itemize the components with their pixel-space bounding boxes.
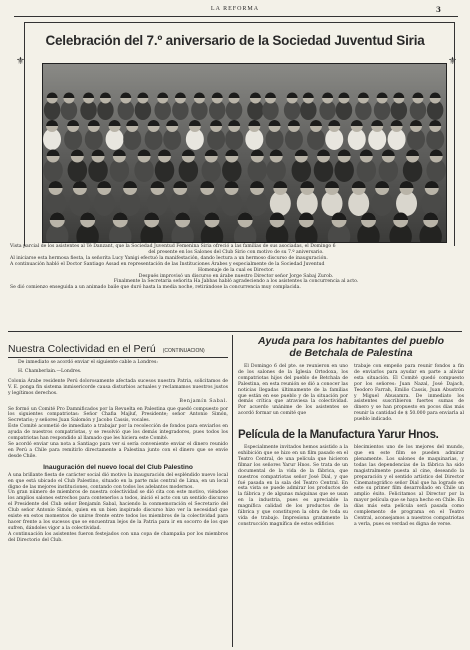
page-number: 3 xyxy=(436,5,441,14)
section-header xyxy=(8,337,228,358)
film-heading: Película de la Manufactura Yarur Hnos. xyxy=(238,429,439,442)
frame-top-rule xyxy=(24,22,454,23)
sub-heading: Inauguración del nuevo local del Club Palestino xyxy=(43,463,193,471)
aid-text xyxy=(238,364,464,423)
paragraph: blecimientos uno de los mejores del mundo, que en este film se pueden admirar plenamente. Los salones de maquinarias, y todas las dependencias de la fábrica ha sido magistralmente puesta al cine, deseando la preparación y el sentido artístico del Director Cinematográfico señor Dial que ha logrado en este su primer film desarrollado en Chile un amplio éxito. Felicitamos al Director por la mayor película que se haya hecho en Chile. En días más esta película será pasada como complemento de programa en el Teatro Central, aconsejamos a nuestros compatriotas a verla, pues es verdad es digna de verse. xyxy=(354,445,464,527)
main-title: Celebración del 7.º aniversario de la Sociedad Juventud Siria xyxy=(45,33,425,48)
film-text xyxy=(238,445,464,528)
caption-line: del presente en los Salones del Club Sirio con motivo de su 7.º aniversario. xyxy=(148,249,324,255)
column-divider xyxy=(232,335,233,647)
paragraph: A continuación los asistentes fueron festejados con una copa de champaña por los miembros del Directorio del Club. xyxy=(8,531,228,543)
left-column xyxy=(8,337,228,544)
group-photo xyxy=(42,63,447,243)
caption-line: A continuación habló el Doctor Santiago Assad en representación de las Instituciones Árabes y especialmente de la Sociedad Juventud xyxy=(10,261,325,267)
section-tag: (CONTINUACION) xyxy=(162,348,205,354)
section-title: Nuestra Colectividad en el Perú xyxy=(8,343,156,355)
right-column xyxy=(238,335,464,528)
paragraph: trabaje con empeño para reunir fondos a fin de enviarlos para ayudar en parte a aliviar esta situación. El Comité quedó compuesto por los señores: Juan Nazal, José Dajach, Teodoro Farrah, Emilio Cassis, Juan Abustrón y Miguel Abusamra. De inmediato los asistentes suscribieron fuertes sumas de dinero y se han propuesto en pocos días más reunir la cantidad de $ 50.000 para enviarla al pueblo indicado. xyxy=(354,364,464,423)
caption-line: Después improvisó un discurso en árabe nuestro Director señor Jorge Sabaj Zurob. xyxy=(138,273,334,279)
paragraph: El Domingo 6 del pte. se reunieron en uno de los salones de la Iglesia Ortodoxa, los compatriotas hijos del pueblo de Betchala de Palestina, en esta reunión se dió a conocer las noticias llegadas últimamente de la familias que están en ese pueblo y de la situación por demás crítica que atraviesa la colectividad. Por acuerdo unánime de los asistentes se acordó formar un comité que xyxy=(238,364,348,417)
caption-line: Homenaje de la cual es Director. xyxy=(197,267,275,273)
caption-line: Vista parcial de los asistentes al Té Danzant, que la Sociedad Juventud Femenina Siria ofreció a las familias de sus asociadas, el Domingo 6 xyxy=(10,244,336,249)
top-rule xyxy=(14,16,458,17)
paragraph: Un gran número de miembros de nuestra colectividad se dió cita con este motivo, viéndose los amplios salones estrechos para contenerlos a todos, inició el acto con un sentido discurso el Presidente del Club señor Benjamín Sabal, haciendo la conmemoración el Secretario del Club señor Antonio Simón, quien en un bien inspirado discurso hizo ver la necesidad que existe en estos momentos de unirse frente entre todos los miembros de la colectividad para hacer frente a los sucesos que se encuentran lejos de la Patria para ir en socorro de los que sufren, dándoles vigor a la colectividad. xyxy=(8,490,228,531)
caption-line: Se dió comienzo enseguida a un animado baile que duró hasta la media noche, retirándose la concurrencia muy complacida. xyxy=(10,285,301,291)
paragraph: Se formó un Comité Pro Damnificados por la Revuelta en Palestina que quedó compuesto por los siguientes compatriotas: Señor Chafia Majluf, Presidente; señor Antonio Simón, Secretario; y señores Juan Salomón y Jacobo Cassis, vocales. xyxy=(8,406,228,424)
aid-heading-line: Ayuda para los habitantes del pueblo xyxy=(257,335,445,347)
intro-line: De inmediato se acordó enviar el siguiente cable a Londres: xyxy=(18,360,158,365)
paragraph: Especialmente invitados hemos asistido a la exhibición que se hizo en un film pasado en el Teatro Central, de una película que hicieron filmar los señores Yarur Hnos. Se trata de un documental de la vida de la fábrica, que nuestros compatriotas señor José Dial, y que fué pasada en la sala del Teatro Central. En esta vista se puede admirar los productos de la fábrica y de algunas máquinas que se usan en la industria, pues es apreciable la magnífica calidad de los productos de la fábrica y que constituyen la obra de toda su vida de trabajo. Impresiona gratamente la construcción magnífica de estos edificios xyxy=(238,445,348,527)
paragraph: Se acordó enviar una nota a Santiago para ver si sería conveniente enviar el dinero reunido en Perú a Chile para remitirlo directamente a Palestina junto con el dinero que se envíe desde Chile. xyxy=(8,441,228,459)
newspaper-name: LA REFORMA xyxy=(210,6,260,12)
aid-heading xyxy=(238,335,464,359)
caption-line: Finalmente la Secretaria señorita Ha Jabbas habló agradeciendo a los asistentes la concurrencia al acto. xyxy=(113,279,359,285)
group-photo-image xyxy=(43,64,446,242)
photo-caption xyxy=(10,244,462,291)
paragraph: Este Comité acometió de inmediato a trabajar por la recolección de fondos para enviarlos en ayuda de nuestros compatriotas, y se resolvió que los demás integradores, pues todos los compatriotas han respondido al llamado que les hiciera este Comité. xyxy=(8,424,228,442)
caption-line: Al iniciarse esta hermosa fiesta, la señorita Lucy Yanigi efectuó la manifestación, dando lectura a un hermoso discurso de inauguración. xyxy=(10,255,328,261)
aid-heading-line: de Betchala de Palestina xyxy=(289,347,413,359)
paragraph: A una brillante fiesta de carácter social dió motivo la inauguración del espléndido nuevo local en que está ubicado el Club Palestino, situado en la parte más central de Lima, en un local digno de las mejores instituciones, contando con todos los adelantos modernos. xyxy=(8,472,228,490)
intro-line: H. Chamberlain.—Londres. xyxy=(18,368,82,374)
section-rule xyxy=(8,331,462,332)
signature: Benjamín Sabal. xyxy=(179,398,228,404)
paragraph: Colonia Árabe residente Perú dolorosamente afectada sucesos nuestra Patria, solicitamos de V. E. ponga fin sistema inmisericorde causa disturbios actuales y reclamamos nuestros justos y legítimos derechos. xyxy=(8,378,228,396)
ornament-left-icon: ⚜ xyxy=(16,56,25,67)
ornament-right-icon: ⚜ xyxy=(448,56,457,67)
